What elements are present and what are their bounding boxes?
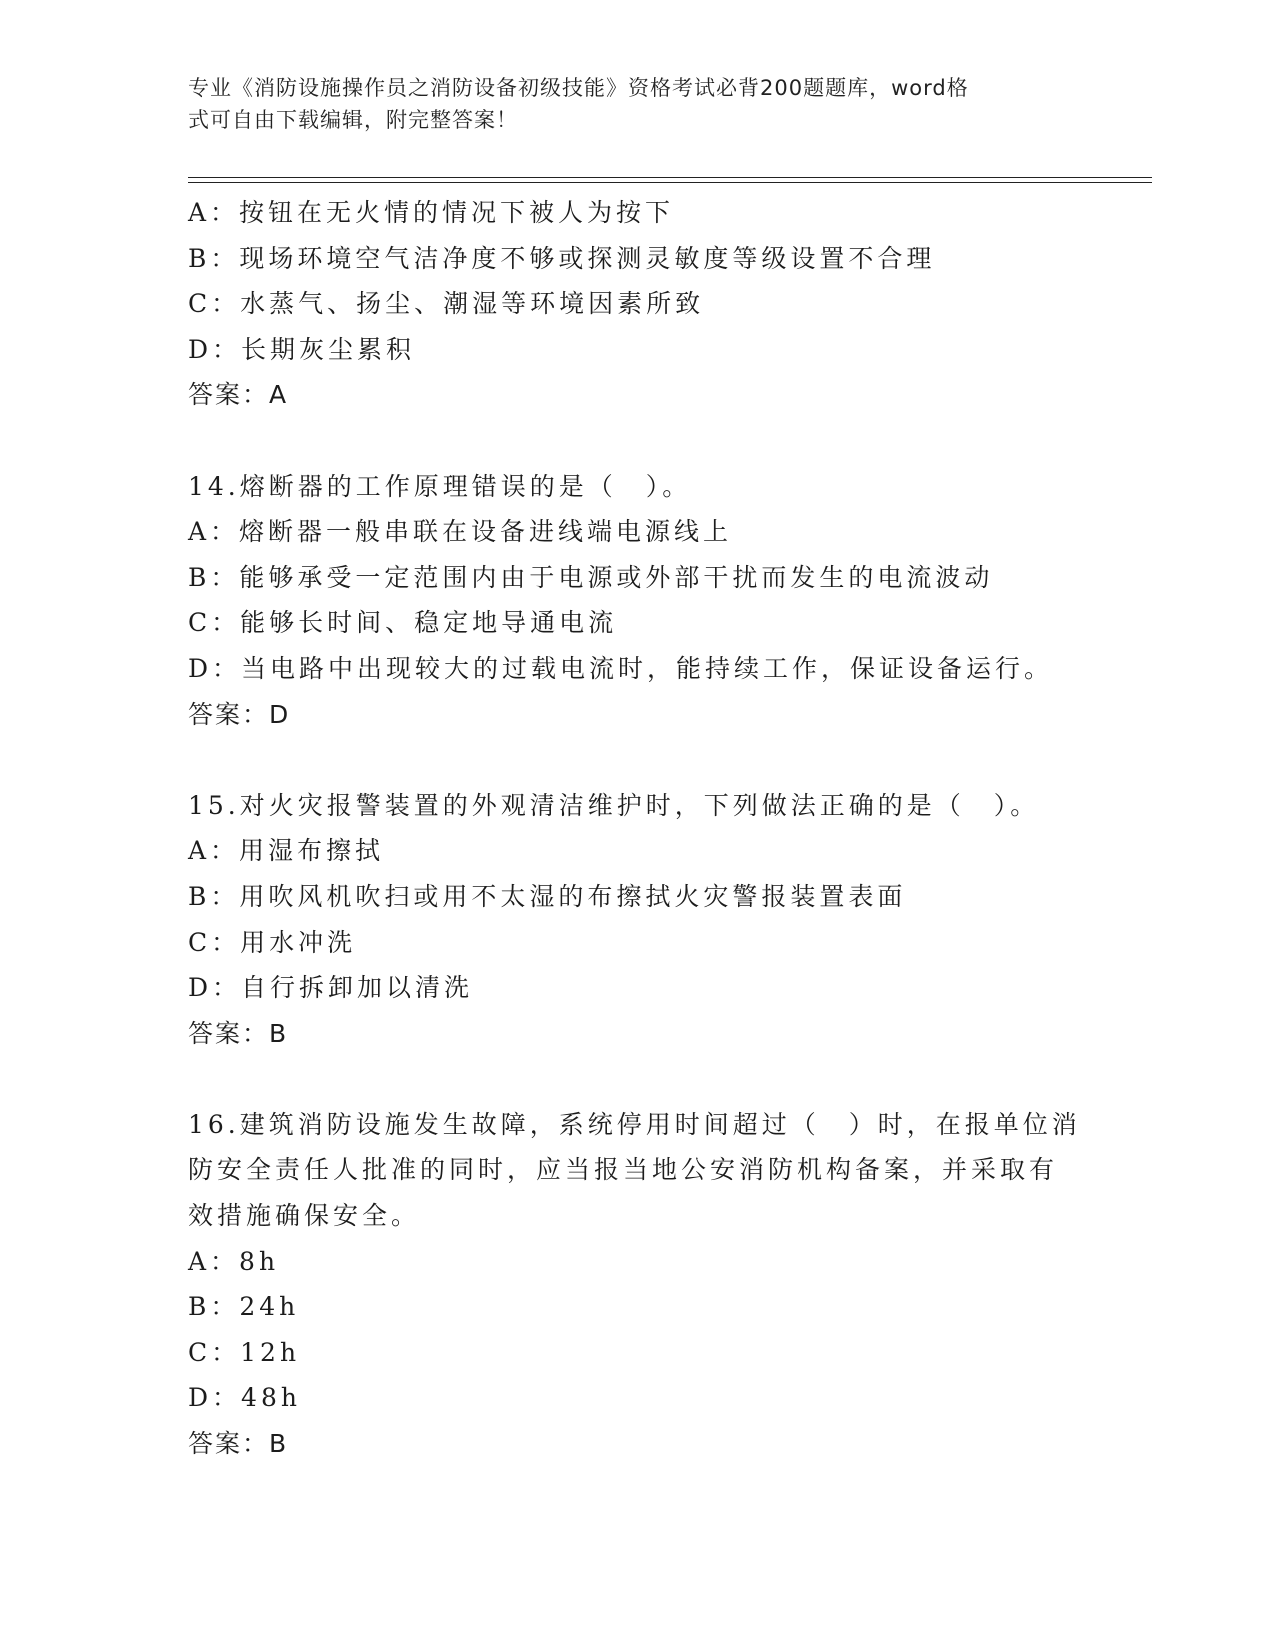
option-b: B：用吹风机吹扫或用不太湿的布擦拭火灾警报装置表面 [188, 881, 907, 911]
document-header [188, 72, 1068, 136]
question-stem: 15.对火灾报警装置的外观清洁维护时，下列做法正确的是（ ）。 [188, 790, 1040, 820]
question-16 [188, 1102, 1088, 1467]
spacer [188, 737, 1088, 783]
option-a: A：按钮在无火情的情况下被人为按下 [188, 198, 675, 227]
header-divider-bottom [188, 182, 1152, 183]
spacer [188, 1056, 1088, 1102]
option-b: B：24h [188, 1292, 300, 1322]
option-d: D：48h [188, 1383, 301, 1413]
option-a: A：8h [188, 1246, 280, 1276]
option-a: A：用湿布擦拭 [188, 836, 385, 866]
option-d: D：长期灰尘累积 [188, 334, 416, 364]
question-list [188, 190, 1088, 1467]
header-line-1: 专业《消防设施操作员之消防设备初级技能》资格考试必背200题题库，word格 [188, 76, 969, 100]
option-b: B：现场环境空气洁净度不够或探测灵敏度等级设置不合理 [188, 243, 936, 273]
spacer [188, 418, 1088, 464]
header-line-2: 式可自由下载编辑，附完整答案！ [188, 108, 518, 132]
answer: 答案：B [188, 1018, 289, 1048]
question-stem-line-3: 效措施确保安全。 [188, 1201, 421, 1231]
answer: 答案：A [188, 380, 289, 410]
option-d: D：自行拆卸加以清洗 [188, 973, 474, 1003]
question-13 [188, 190, 1088, 418]
question-stem: 14.熔断器的工作原理错误的是（ ）。 [188, 471, 692, 501]
option-c: C：能够长时间、稳定地导通电流 [188, 608, 618, 638]
answer: 答案：D [188, 699, 291, 729]
question-14 [188, 464, 1088, 738]
question-stem-line-1: 16.建筑消防设施发生故障，系统停用时间超过（ ）时，在报单位消 [188, 1109, 1081, 1139]
option-d: D：当电路中出现较大的过载电流时，能持续工作，保证设备运行。 [188, 653, 1054, 683]
answer: 答案：B [188, 1429, 289, 1459]
option-c: C：12h [188, 1337, 301, 1367]
option-b: B：能够承受一定范围内由于电源或外部干扰而发生的电流波动 [188, 562, 994, 592]
option-c: C：用水冲洗 [188, 927, 357, 957]
option-c: C：水蒸气、扬尘、潮湿等环境因素所致 [188, 289, 705, 319]
option-a: A：熔断器一般串联在设备进线端电源线上 [188, 517, 733, 547]
question-15 [188, 783, 1088, 1057]
header-divider-top [188, 177, 1152, 178]
question-stem-line-2: 防安全责任人批准的同时，应当报当地公安消防机构备案，并采取有 [188, 1155, 1059, 1185]
